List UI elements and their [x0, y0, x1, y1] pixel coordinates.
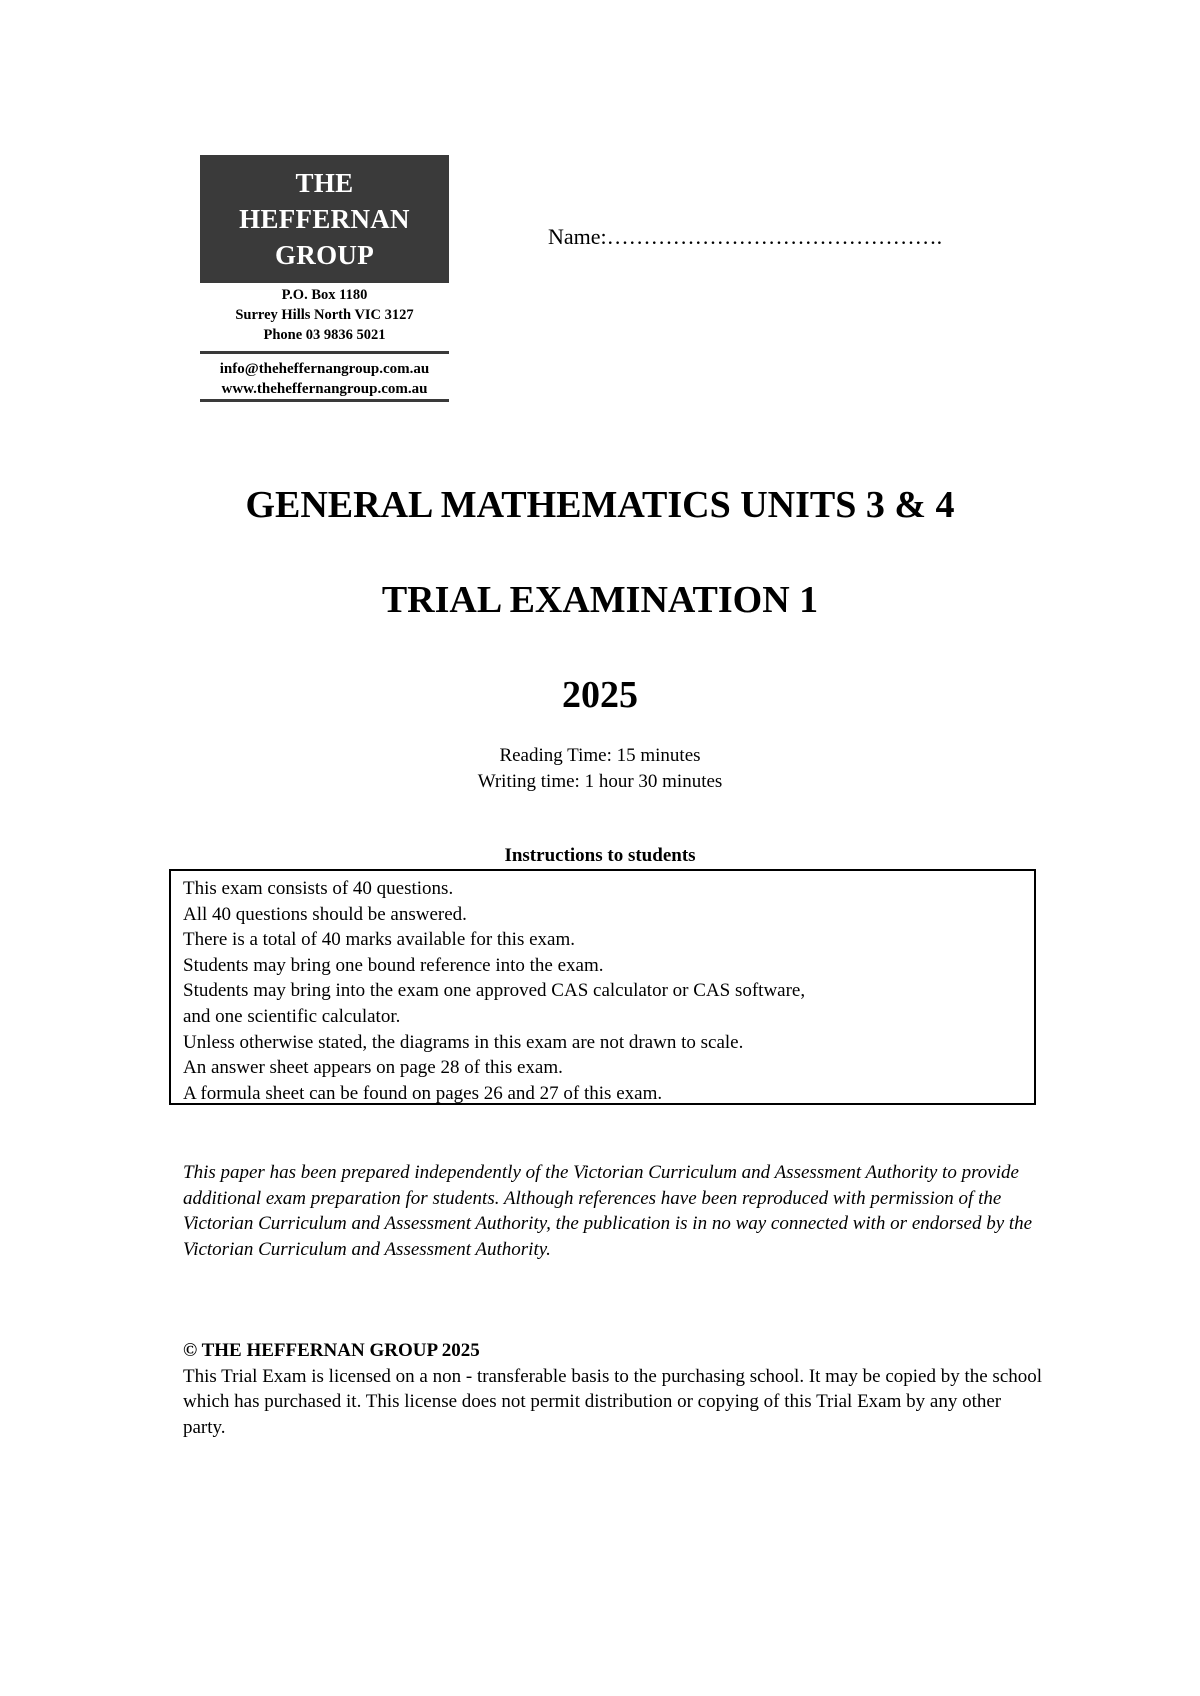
- logo-address-line: P.O. Box 1180: [281, 287, 368, 303]
- instruction-line: This exam consists of 40 questions.: [183, 878, 454, 899]
- instructions-heading: Instructions to students: [504, 845, 696, 866]
- instruction-line: There is a total of 40 marks available for this exam.: [183, 929, 576, 951]
- logo-address-line: Surrey Hills North VIC 3127: [235, 307, 414, 323]
- license-paragraph: This Trial Exam is licensed on a non - transferable basis to the purchasing school. It may be copied by the school which has purchased it. This license does not permit distribution or copying of this Trial Exam by any other party.: [183, 1365, 1043, 1438]
- exam-title: TRIAL EXAMINATION 1: [381, 579, 819, 621]
- logo-phone: Phone 03 9836 5021: [263, 327, 386, 343]
- instruction-line: Students may bring into the exam one approved CAS calculator or CAS software,: [183, 980, 806, 1002]
- writing-time: Writing time: 1 hour 30 minutes: [477, 771, 723, 792]
- logo-text-line: THE: [295, 168, 354, 198]
- name-field: Name:……………………………………….: [548, 224, 943, 249]
- copyright-heading: © THE HEFFERNAN GROUP 2025: [183, 1340, 480, 1361]
- copyright-section: [183, 1338, 1043, 1440]
- instruction-line: and one scientific calculator.: [183, 1005, 401, 1027]
- exam-times: [0, 743, 1200, 795]
- instruction-line: Students may bring one bound reference into the exam.: [183, 954, 604, 976]
- logo-text-line: HEFFERNAN: [239, 204, 410, 234]
- instruction-line: All 40 questions should be answered.: [183, 903, 467, 925]
- reading-time: Reading Time: 15 minutes: [499, 745, 701, 766]
- instructions-box: [169, 869, 1036, 1105]
- logo-divider: [200, 399, 449, 402]
- instruction-line: Unless otherwise stated, the diagrams in this exam are not drawn to scale.: [183, 1031, 744, 1053]
- disclaimer-paragraph: This paper has been prepared independently of the Victorian Curriculum and Assessment Authority to provide additional exam preparation for students. Although references have been reproduced with permission of the Victorian Curriculum and Assessment Authority, the publication is in no way connected with or endorsed by the Victorian Curriculum and Assessment Authority.: [183, 1162, 1033, 1260]
- logo-email: info@theheffernangroup.com.au: [219, 361, 430, 377]
- exam-subject-title: GENERAL MATHEMATICS UNITS 3 & 4: [245, 484, 955, 526]
- logo-divider: [200, 351, 449, 354]
- logo-web-details: [200, 359, 449, 399]
- logo-website: www.theheffernangroup.com.au: [221, 381, 428, 397]
- instruction-line: A formula sheet can be found on pages 26 and 27 of this exam.: [183, 1082, 663, 1104]
- company-logo: [200, 155, 449, 283]
- instruction-line: An answer sheet appears on page 28 of this exam.: [183, 1057, 563, 1079]
- logo-text-line: GROUP: [275, 240, 374, 270]
- exam-year: 2025: [562, 674, 638, 716]
- logo-contact-details: [200, 285, 449, 345]
